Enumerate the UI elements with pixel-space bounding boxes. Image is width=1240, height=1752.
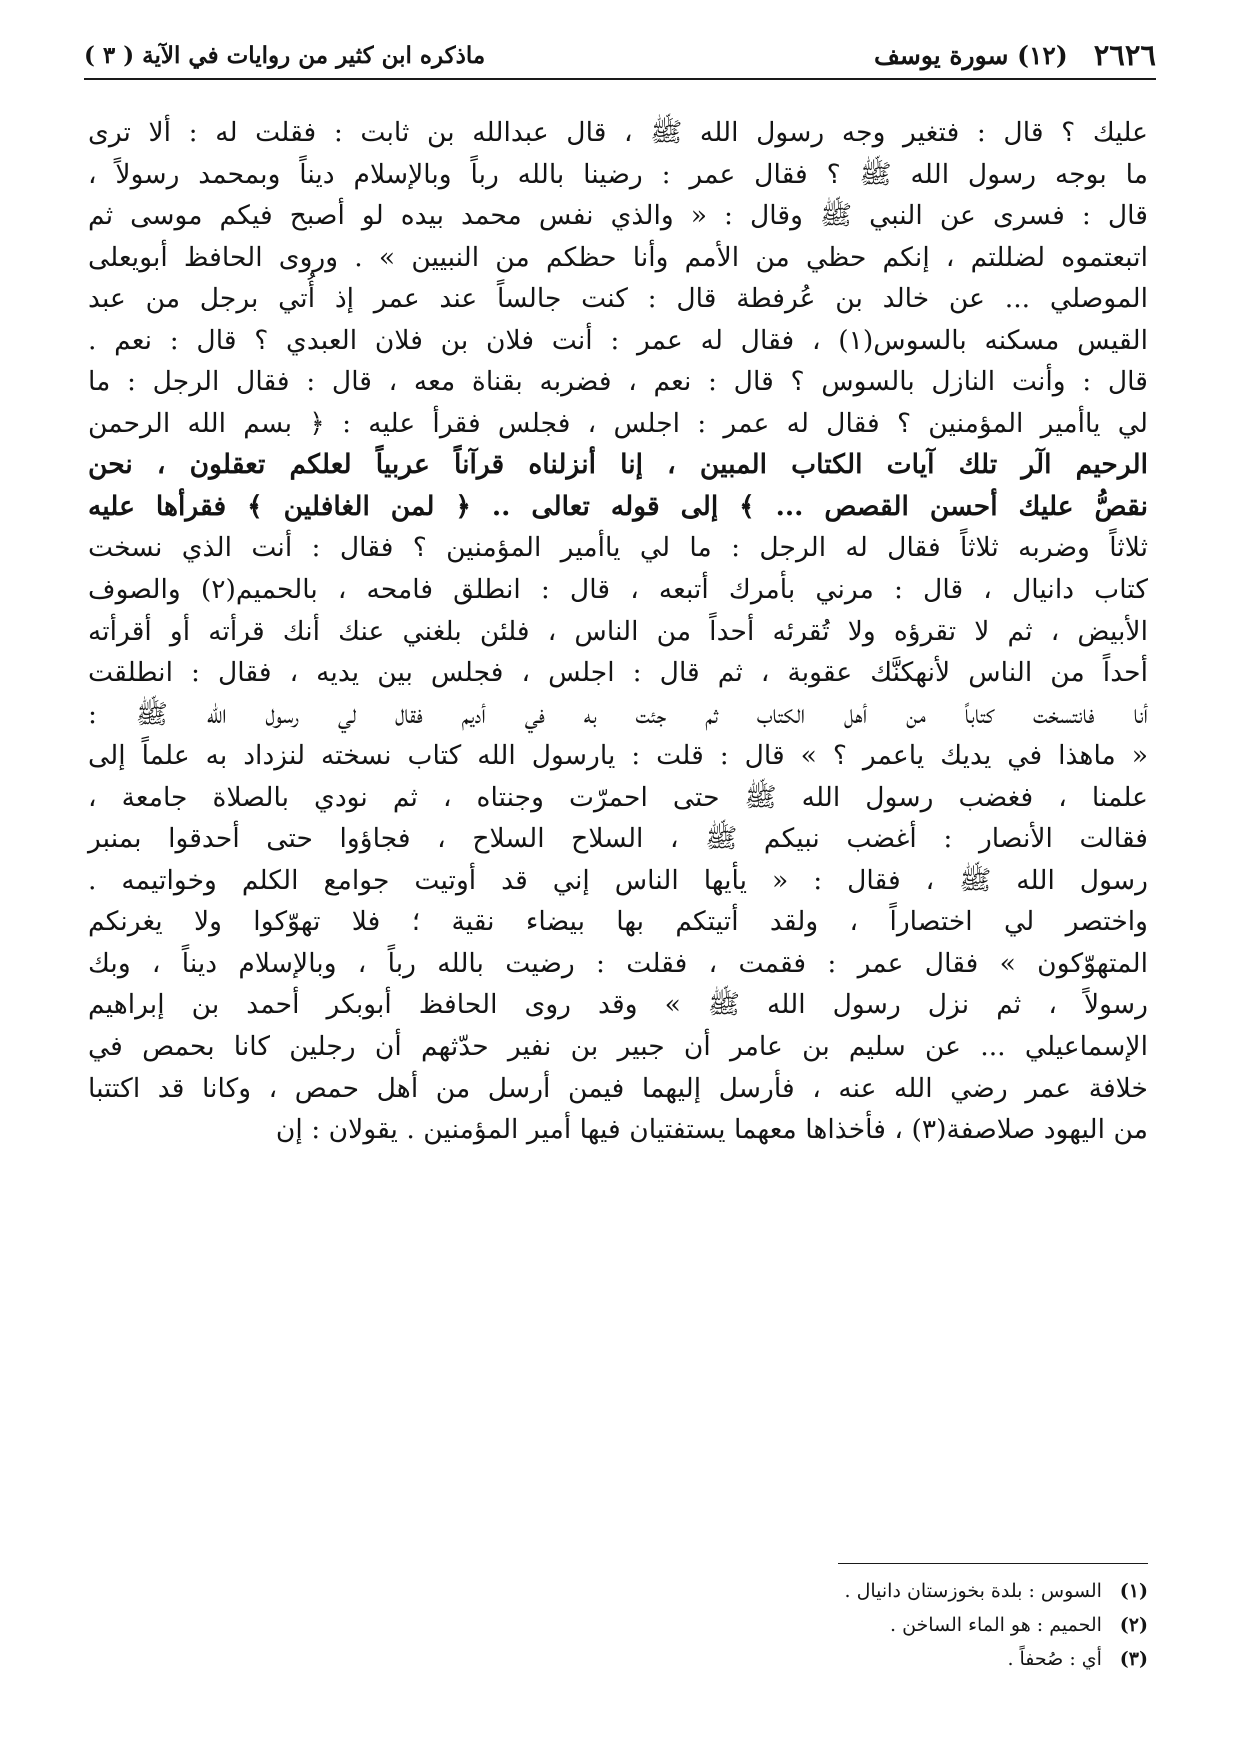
text-line: لي ياأمير المؤمنين ؟ فقال له عمر : اجلس ، فجلس فقرأ عليه : ﴿ بسم الله الرحمن (88, 407, 1148, 439)
text-line: عليك ؟ قال : فتغير وجه رسول الله ﷺ ، قال عبدالله بن ثابت : فقلت له : ألا ترى (88, 117, 1148, 148)
footnote (300, 1642, 1148, 1676)
footnote (300, 1574, 1148, 1608)
page-header (84, 32, 1156, 80)
text-line: القيس مسكنه بالسوس(١) ، فقال له عمر : أنت فلان بن فلان العبدي ؟ قال : نعم . (88, 324, 1148, 356)
text-line: فقالت الأنصار : أغضب نبيكم ﷺ ، السلاح السلاح ، فجاؤوا حتى أحدقوا بمنبر (88, 823, 1148, 855)
text-line: كتاب دانيال ، قال : مرني بأمرك أتبعه ، قال : انطلق فامحه ، بالحميم(٢) والصوف (88, 574, 1149, 606)
footnote-text: السوس : بلدة بخوزستان دانيال . (844, 1580, 1102, 1602)
main-text (88, 112, 1148, 1151)
text-line: ثلاثاً وضربه ثلاثاً فقال له الرجل : ما لي ياأمير المؤمنين ؟ فقال : أنت الذي نسخت (88, 532, 1148, 564)
footnote-number: (١) (1119, 1580, 1148, 1602)
text-line: الموصلي ... عن خالد بن عُرفطة قال : كنت جالساً عند عمر إذ أُتي برجل من عبد (88, 283, 1148, 315)
text-line: خلافة عمر رضي الله عنه ، فأرسل إليهما فيمن أرسل من أهل حمص ، وكانا قد اكتتبا (88, 1072, 1148, 1104)
text-line: الإسماعيلي ... عن سليم بن عامر أن جبير بن نفير حدّثهم أن رجلين كانا بحمص في (88, 1031, 1148, 1063)
text-line: رسول الله ﷺ ، فقال : « يأيها الناس إني قد أوتيت جوامع الكلم وخواتيمه . (88, 864, 1148, 896)
text-line: قال : فسرى عن النبي ﷺ وقال : « والذي نفس محمد بيده لو أصبح فيكم موسى ثم (88, 200, 1148, 232)
text-line: من اليهود صلاصفة(٣) ، فأخذاها معهما يستفتيان فيها أمير المؤمنين . يقولان : إن (275, 1114, 1148, 1146)
page-number: ٢٦٢٦ (1093, 38, 1156, 72)
text-line: المتهوّكون » فقال عمر : فقمت ، فقلت : رضيت بالله رباً ، وبالإسلام ديناً ، وبك (88, 947, 1148, 979)
footnotes (300, 1574, 1148, 1676)
footnote-divider (838, 1563, 1148, 1564)
text-line: علمنا ، فغضب رسول الله ﷺ حتى احمرّت وجنتاه ، ثم نودي بالصلاة جامعة ، (88, 781, 1148, 813)
footnote-text: أي : صُحفاً . (1007, 1648, 1102, 1670)
footnote-number: (٣) (1119, 1648, 1148, 1670)
text-line: رسولاً ، ثم نزل رسول الله ﷺ » وقد روى الحافظ أبوبكر أحمد بن إبراهيم (88, 989, 1148, 1021)
text-line: ما بوجه رسول الله ﷺ ؟ فقال عمر : رضينا بالله رباً وبالإسلام ديناً وبمحمد رسولاً ، (88, 158, 1148, 190)
text-line: الأبيض ، ثم لا تقرؤه ولا تُقرئه أحداً من الناس ، فلئن بلغني عنك أنك قرأته أو أقرأته (88, 615, 1148, 647)
text-line: قال : وأنت النازل بالسوس ؟ قال : نعم ، فضربه بقناة معه ، قال : فقال الرجل : ما (88, 366, 1148, 398)
chapter-title: ماذكره ابن كثير من روايات في الآية ( ٣ ) (84, 41, 486, 69)
footnote-text: الحميم : هو الماء الساخن . (889, 1614, 1102, 1636)
footnote-number: (٢) (1119, 1614, 1148, 1636)
text-line: أحداً من الناس لأنهكنَّك عقوبة ، ثم قال : اجلس ، فجلس بين يديه ، فقال : انطلقت (88, 657, 1148, 689)
footnote (300, 1608, 1148, 1642)
surah-label: (١٢) سورة يوسف (874, 40, 1068, 70)
text-line: واختصر لي اختصاراً ، ولقد أتيتكم بها بيضاء نقية ؛ فلا تهوّكوا ولا يغرنكم (88, 906, 1148, 938)
text-line: أنا فانتسخت كتاباً من أهل الكتاب ثم جئت به في أديم فقال لي رسول الله ﷺ : (88, 698, 1148, 730)
quran-verse-line: الرحيم الٓر تلك آيات الكتاب المبين ، إنا أنزلناه قرآناً عربياً لعلكم تعقلون ، نحن (88, 449, 1148, 481)
text-line: « ماهذا في يديك ياعمر ؟ » قال : قلت : يارسول الله كتاب نسخته لنزداد به علماً إلى (88, 740, 1148, 772)
quran-verse-line: نقصُّ عليك أحسن القصص ... ﴾ إلى قوله تعالى .. ﴿ لمن الغافلين ﴾ فقرأها عليه (88, 490, 1148, 522)
text-line: اتبعتموه لضللتم ، إنكم حظي من الأمم وأنا حظكم من النبيين » . وروى الحافظ أبويعلى (88, 241, 1148, 273)
